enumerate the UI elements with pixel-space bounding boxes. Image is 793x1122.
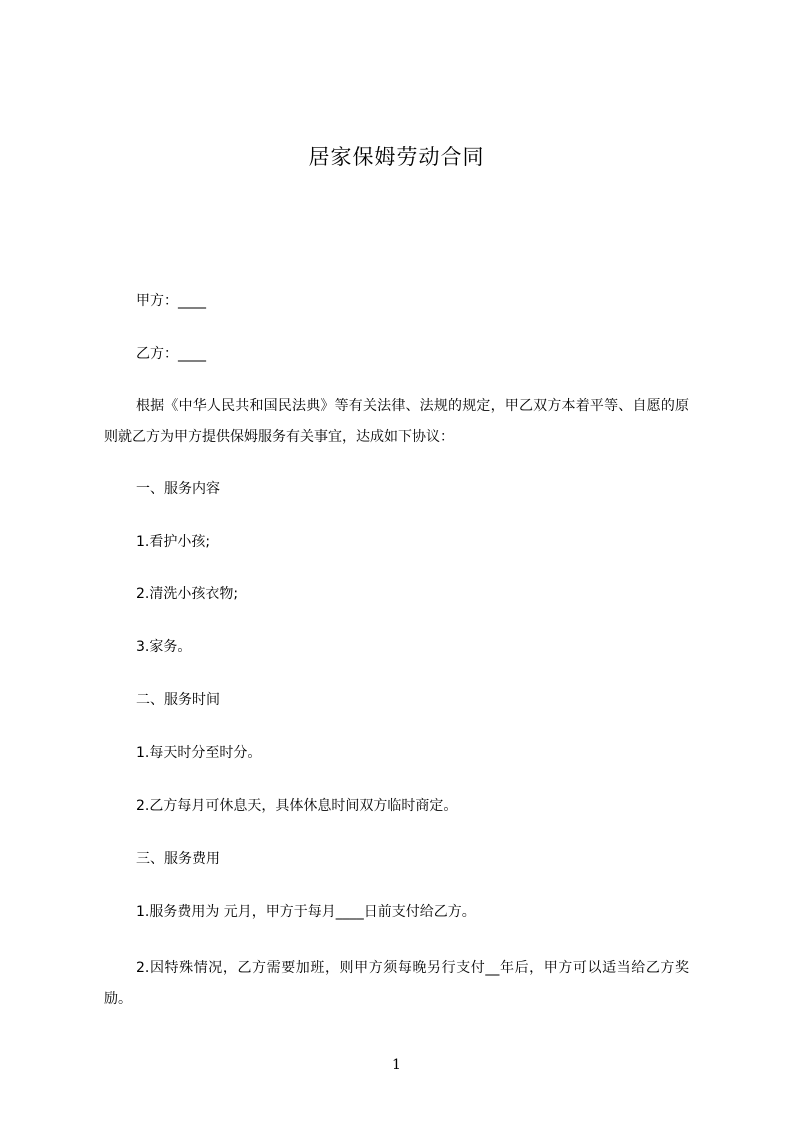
preamble-paragraph: 根据《中华人民共和国民法典》等有关法律、法规的规定，甲乙双方本着平等、自愿的原则就乙方为甲方提供保姆服务有关事宜，达成如下协议： bbox=[104, 398, 689, 445]
overtime-paragraph: 2.因特殊情况，乙方需要加班，则甲方须每晚另行支付__年后，甲方可以适当给乙方奖励。 bbox=[104, 960, 689, 1007]
party-a-line: 甲方：____ bbox=[136, 293, 206, 309]
section-heading-service-content: 一、服务内容 bbox=[136, 481, 220, 497]
party-b-line: 乙方：____ bbox=[136, 346, 206, 362]
document-title: 居家保姆劳动合同 bbox=[308, 145, 485, 169]
section-heading-service-time: 二、服务时间 bbox=[136, 692, 220, 708]
list-item: 1.服务费用为 元月，甲方于每月____日前支付给乙方。 bbox=[136, 904, 476, 920]
page-number: 1 bbox=[392, 1057, 401, 1073]
list-item: 1.每天时分至时分。 bbox=[136, 745, 262, 761]
list-item: 3.家务。 bbox=[136, 639, 192, 655]
list-item: 2.乙方每月可休息天，具体休息时间双方临时商定。 bbox=[136, 798, 458, 814]
list-item: 1.看护小孩; bbox=[136, 534, 211, 550]
section-heading-service-fee: 三、服务费用 bbox=[136, 851, 220, 867]
list-item: 2.清洗小孩衣物; bbox=[136, 586, 239, 602]
